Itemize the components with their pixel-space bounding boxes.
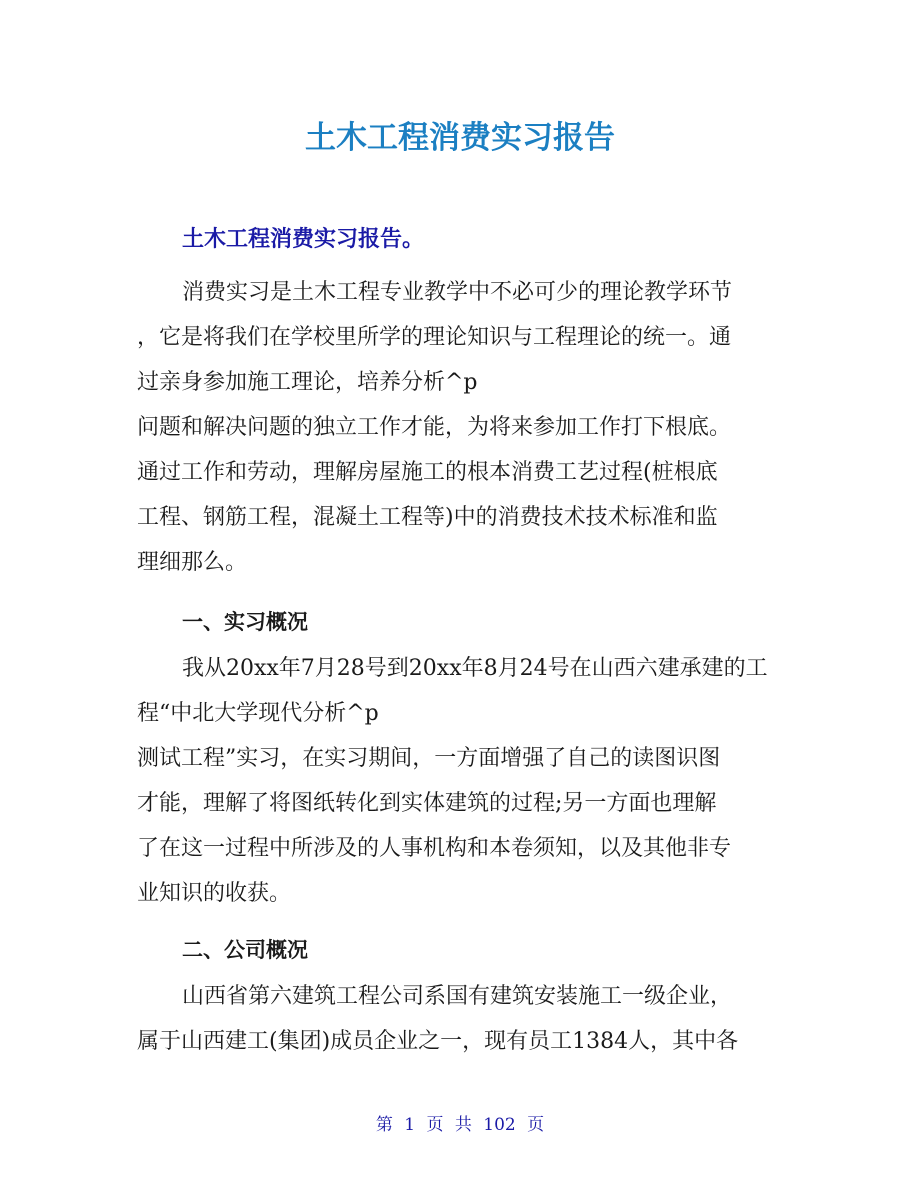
text-line: 才能，理解了将图纸转化到实体建筑的过程;另一方面也理解 (137, 791, 717, 816)
text-line: 通过工作和劳动，理解房屋施工的根本消费工艺过程(桩根底 (137, 460, 718, 485)
page-number-footer: 第 1 页 共 102 页 (375, 1115, 545, 1135)
text-line: 了在这一过程中所涉及的人事机构和本卷须知，以及其他非专 (137, 836, 732, 861)
section1-paragraph (137, 646, 787, 916)
text-line: 工程、钢筋工程，混凝土工程等)中的消费技术技术标准和监 (137, 505, 718, 530)
text-line: 理细那么。 (137, 550, 248, 575)
document-subtitle: 土木工程消费实习报告。 (182, 227, 425, 252)
text-line: 属于山西建工(集团)成员企业之一，现有员工1384人，其中各 (137, 1029, 739, 1054)
text-line: 业知识的收获。 (137, 881, 292, 906)
text-line: 问题和解决问题的独立工作才能，为将来参加工作打下根底。 (137, 415, 732, 440)
section-heading-overview: 一、实习概况 (182, 610, 308, 634)
text-line: ，它是将我们在学校里所学的理论知识与工程理论的统一。通 (137, 325, 732, 350)
text-line: 山西省第六建筑工程公司系国有建筑安装施工一级企业， (182, 984, 733, 1009)
text-line: 程“中北大学现代分析^p (137, 701, 379, 726)
text-line: 过亲身参加施工理论，培养分析^p (137, 370, 478, 395)
section-heading-company: 二、公司概况 (182, 938, 308, 962)
section2-paragraph (137, 974, 787, 1064)
document-title: 土木工程消费实习报告 (305, 120, 615, 156)
intro-paragraph (137, 270, 787, 585)
text-line: 我从20xx年7月28号到20xx年8月24号在山西六建承建的工 (182, 656, 768, 681)
text-line: 消费实习是土木工程专业教学中不必可少的理论教学环节 (182, 280, 733, 305)
text-line: 测试工程”实习，在实习期间，一方面增强了自己的读图识图 (137, 746, 721, 771)
